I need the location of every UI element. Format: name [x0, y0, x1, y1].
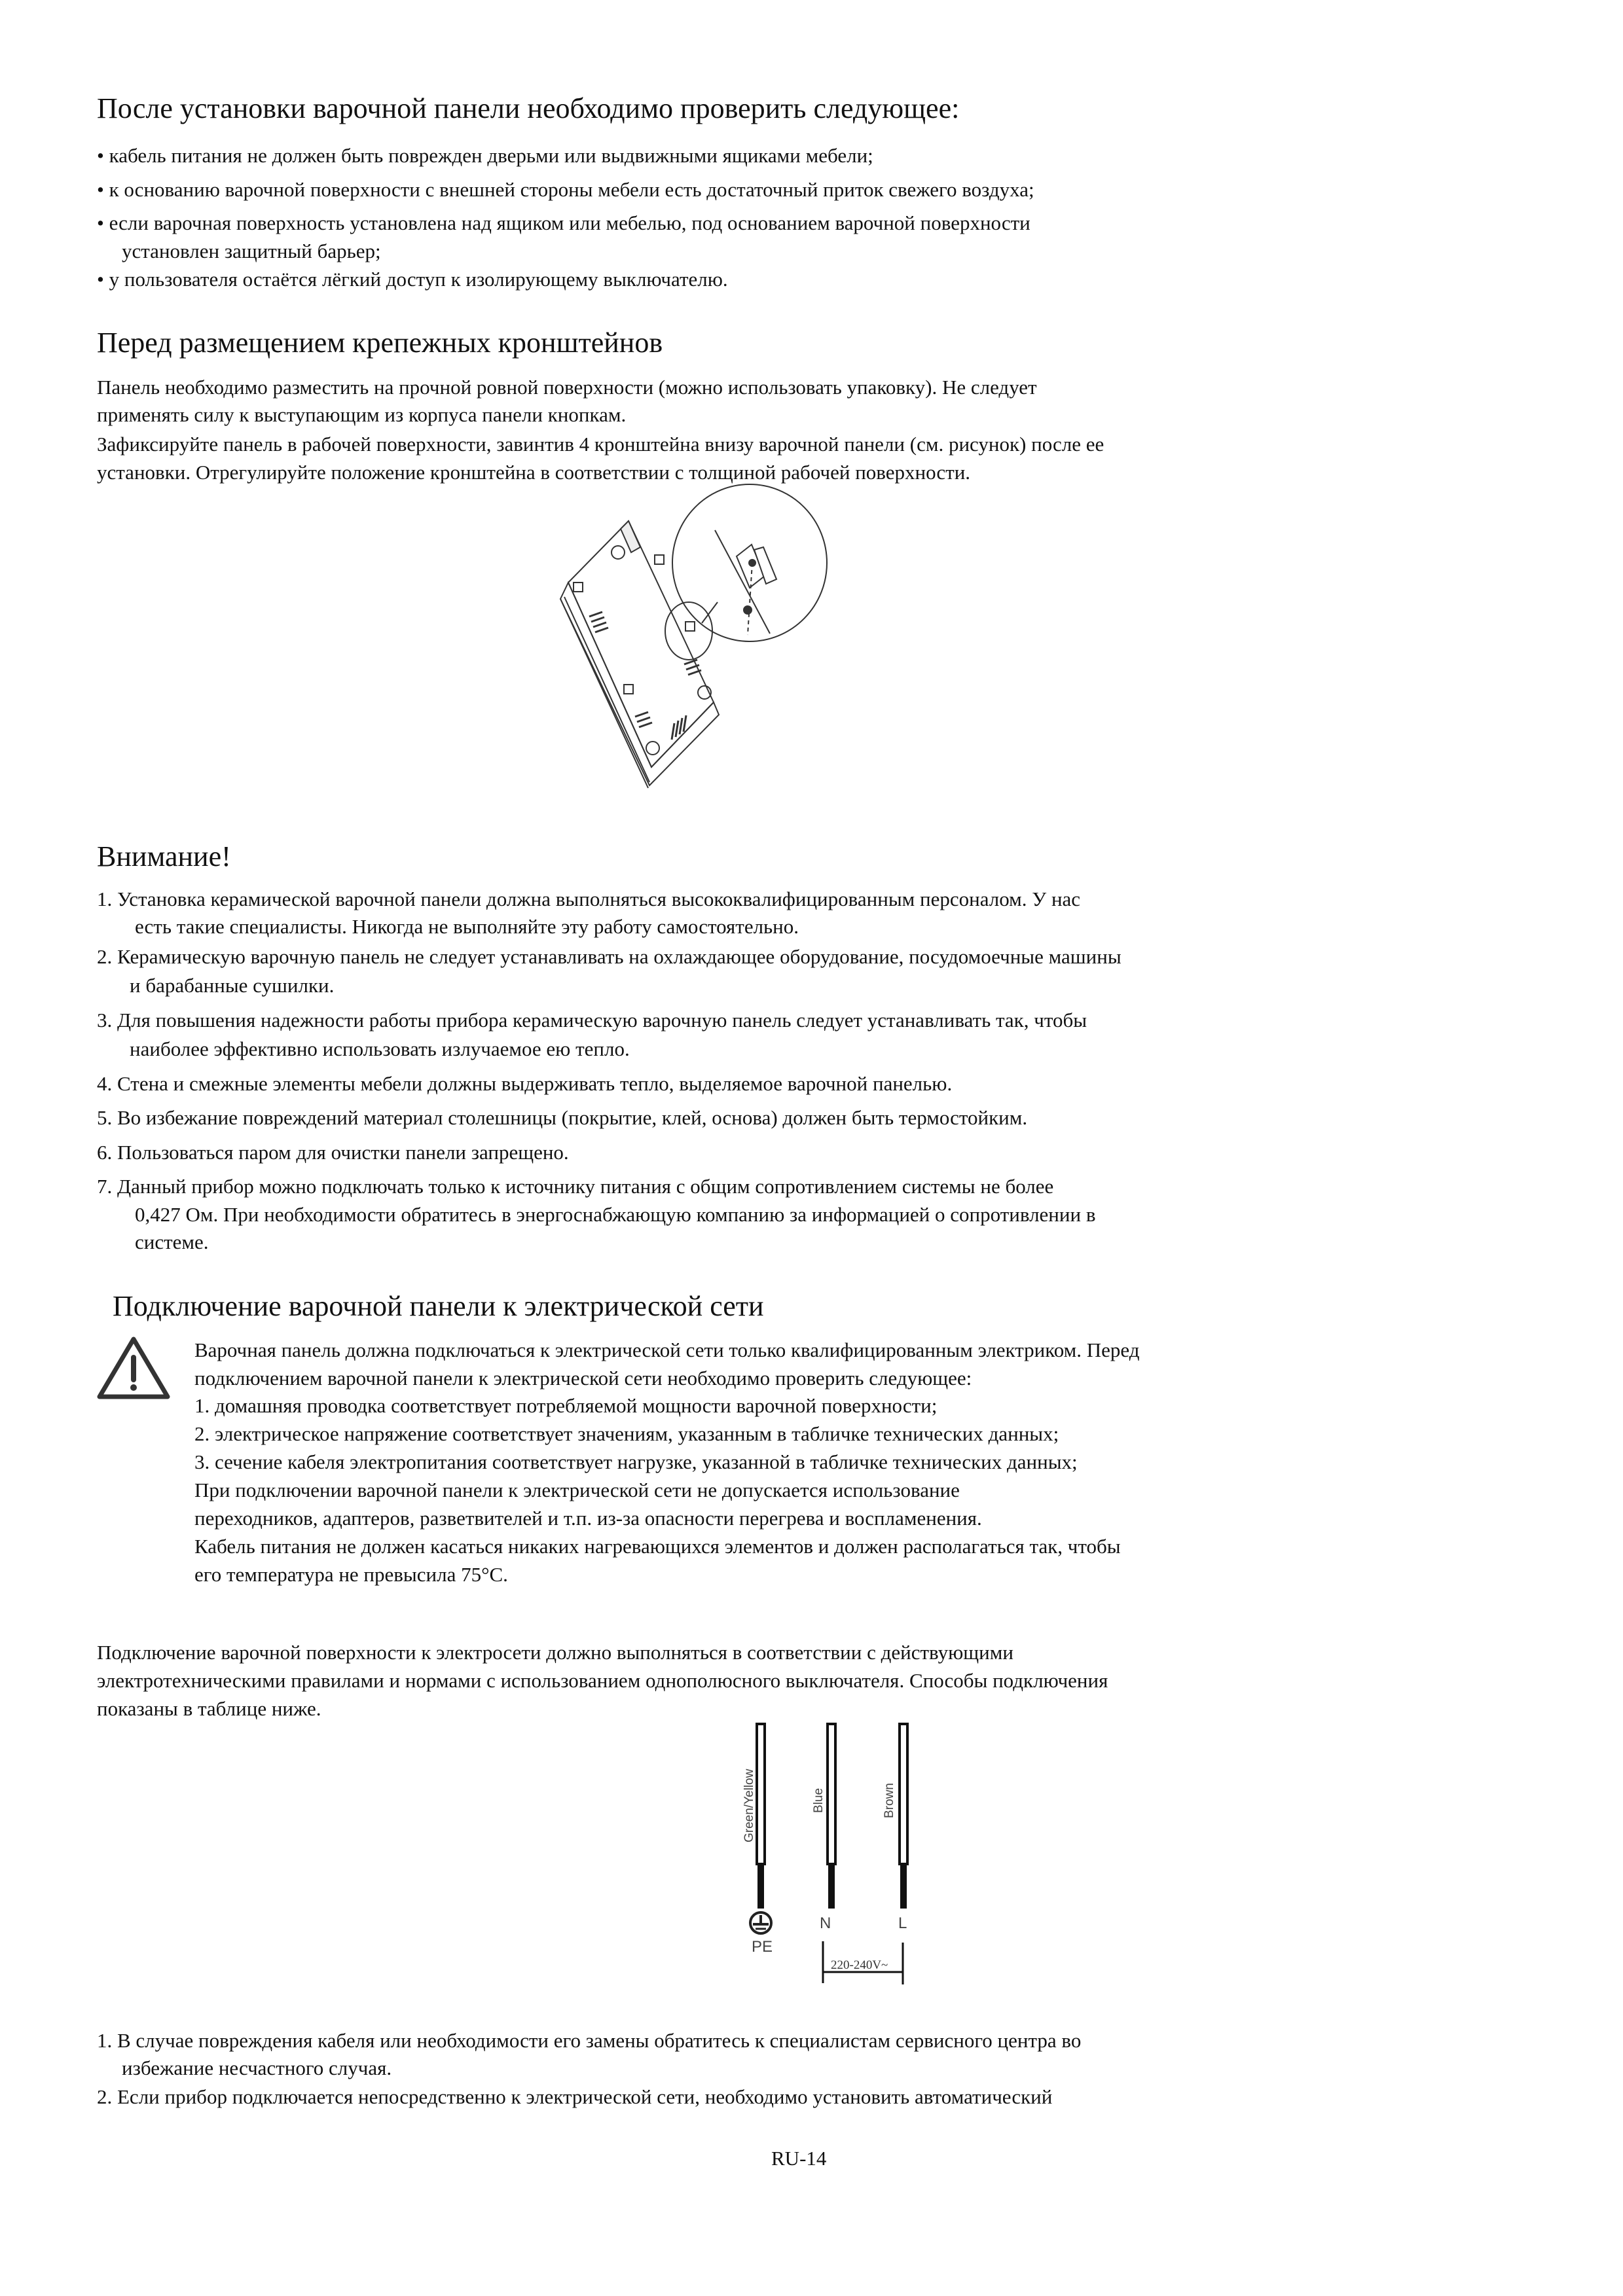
wire-label-blue: Blue: [812, 1787, 826, 1813]
numbered-item-continuation: избежание несчастного случая.: [122, 2056, 392, 2079]
paragraph-line: применять силу к выступающим из корпуса панели кнопкам.: [97, 403, 627, 426]
wire-label-brown: Brown: [883, 1783, 896, 1818]
numbered-item: 7. Данный прибор можно подключать только к источнику питания с общим сопротивлением системы не более: [97, 1175, 1054, 1198]
numbered-item: 2. Если прибор подключается непосредственно к электрической сети, необходимо установить автоматический: [97, 2085, 1053, 2108]
bullet-item: • к основанию варочной поверхности с внешней стороны мебели есть достаточный приток свежего воздуха;: [97, 178, 1034, 201]
hob-body: [568, 521, 714, 767]
paragraph-line: Зафиксируйте панель в рабочей поверхности, завинтив 4 кронштейна внизу варочной панели (см. рисунок) после ее: [97, 433, 1104, 456]
bullet-item: • кабель питания не должен быть поврежден дверьми или выдвижными ящиками мебели;: [97, 144, 873, 167]
numbered-item-continuation: наиболее эффективно использовать излучаемое ею тепло.: [130, 1037, 630, 1060]
warning-text-line: Кабель питания не должен касаться никаких нагревающихся элементов и должен располагаться так, чтобы: [194, 1535, 1121, 1558]
numbered-item: 5. Во избежание повреждений материал столешницы (покрытие, клей, основа) должен быть термостойким.: [97, 1106, 1028, 1129]
heading-after-install-check: После установки варочной панели необходимо проверить следующее:: [97, 92, 960, 124]
wiring-diagram: [707, 1715, 982, 2003]
warning-text-line: Варочная панель должна подключаться к электрической сети только квалифицированным электриком. Перед: [194, 1338, 1140, 1361]
wire-label-green-yellow: Green/Yellow: [742, 1768, 756, 1842]
numbered-item-continuation: системе.: [135, 1230, 209, 1253]
voltage-label: 220-240V~: [831, 1958, 888, 1972]
paragraph-line: показаны в таблице ниже.: [97, 1697, 321, 1720]
numbered-item-continuation: есть такие специалисты. Никогда не выполняйте эту работу самостоятельно.: [135, 915, 799, 938]
warning-text-line: переходников, адаптеров, разветвителей и т.п. из-за опасности перегрева и воспламенения.: [194, 1507, 982, 1530]
numbered-item: 4. Стена и смежные элементы мебели должны выдерживать тепло, выделяемое варочной панелью.: [97, 1072, 953, 1095]
heading-electrical-connection: Подключение варочной панели к электрической сети: [113, 1290, 764, 1322]
paragraph-line: установки. Отрегулируйте положение кронштейна в соответствии с толщиной рабочей поверхности.: [97, 461, 971, 484]
wire-l: [883, 1724, 907, 1932]
bullet-item: • у пользователя остаётся лёгкий доступ к изолирующему выключателю.: [97, 268, 728, 291]
warning-text-line: подключением варочной панели к электрической сети необходимо проверить следующее:: [194, 1367, 972, 1390]
numbered-item: 1. Установка керамической варочной панели должна выполняться высококвалифицированным персоналом. У нас: [97, 888, 1081, 910]
bullet-item: • если варочная поверхность установлена над ящиком или мебелью, под основанием варочной поверхности: [97, 211, 1030, 234]
paragraph-line: Подключение варочной поверхности к электросети должно выполняться в соответствии с действующими: [97, 1641, 1013, 1664]
warning-text-line: 1. домашняя проводка соответствует потребляемой мощности варочной поверхности;: [194, 1394, 938, 1417]
hob-frame: [560, 583, 719, 785]
page-number: RU-14: [771, 2147, 827, 2170]
wire-n: [812, 1724, 835, 1932]
warning-text-line: его температура не превысила 75°C.: [194, 1563, 508, 1586]
paragraph-line: Панель необходимо разместить на прочной ровной поверхности (можно использовать упаковку). Не следует: [97, 376, 1037, 399]
warning-text-line: 3. сечение кабеля электропитания соответствует нагрузке, указанной в табличке технических данных;: [194, 1450, 1078, 1473]
numbered-item: 6. Пользоваться паром для очистки панели запрещено.: [97, 1141, 569, 1164]
terminal-n: N: [820, 1914, 831, 1932]
numbered-item-continuation: 0,427 Ом. При необходимости обратитесь в энергоснабжающую компанию за информацией о сопротивлении в: [135, 1203, 1096, 1226]
voltage-bracket: [823, 1941, 903, 1984]
warning-text-line: При подключении варочной панели к электрической сети не допускается использование: [194, 1479, 960, 1501]
numbered-item-continuation: и барабанные сушилки.: [130, 974, 335, 997]
heading-attention: Внимание!: [97, 840, 231, 872]
warning-triangle-icon: [96, 1335, 172, 1402]
terminal-l: L: [898, 1914, 907, 1932]
terminal-pe: PE: [752, 1938, 773, 1956]
paragraph-line: электротехническими правилами и нормами с использованием однополюсного выключателя. Способы подключения: [97, 1669, 1108, 1692]
numbered-item: 1. В случае повреждения кабеля или необходимости его замены обратитесь к специалистам сервисного центра во: [97, 2029, 1082, 2052]
numbered-item: 3. Для повышения надежности работы прибора керамическую варочную панель следует устанавливать так, чтобы: [97, 1009, 1087, 1031]
heading-brackets: Перед размещением крепежных кронштейнов: [97, 327, 663, 359]
warning-text-line: 2. электрическое напряжение соответствует значениям, указанным в табличке технических данных;: [194, 1422, 1059, 1445]
bullet-item-continuation: установлен защитный барьер;: [122, 240, 381, 262]
hob-bracket-diagram: [550, 471, 1322, 851]
wire-pe: [742, 1724, 773, 1956]
numbered-item: 2. Керамическую варочную панель не следует устанавливать на охлаждающее оборудование, посудомоечные машины: [97, 945, 1122, 968]
